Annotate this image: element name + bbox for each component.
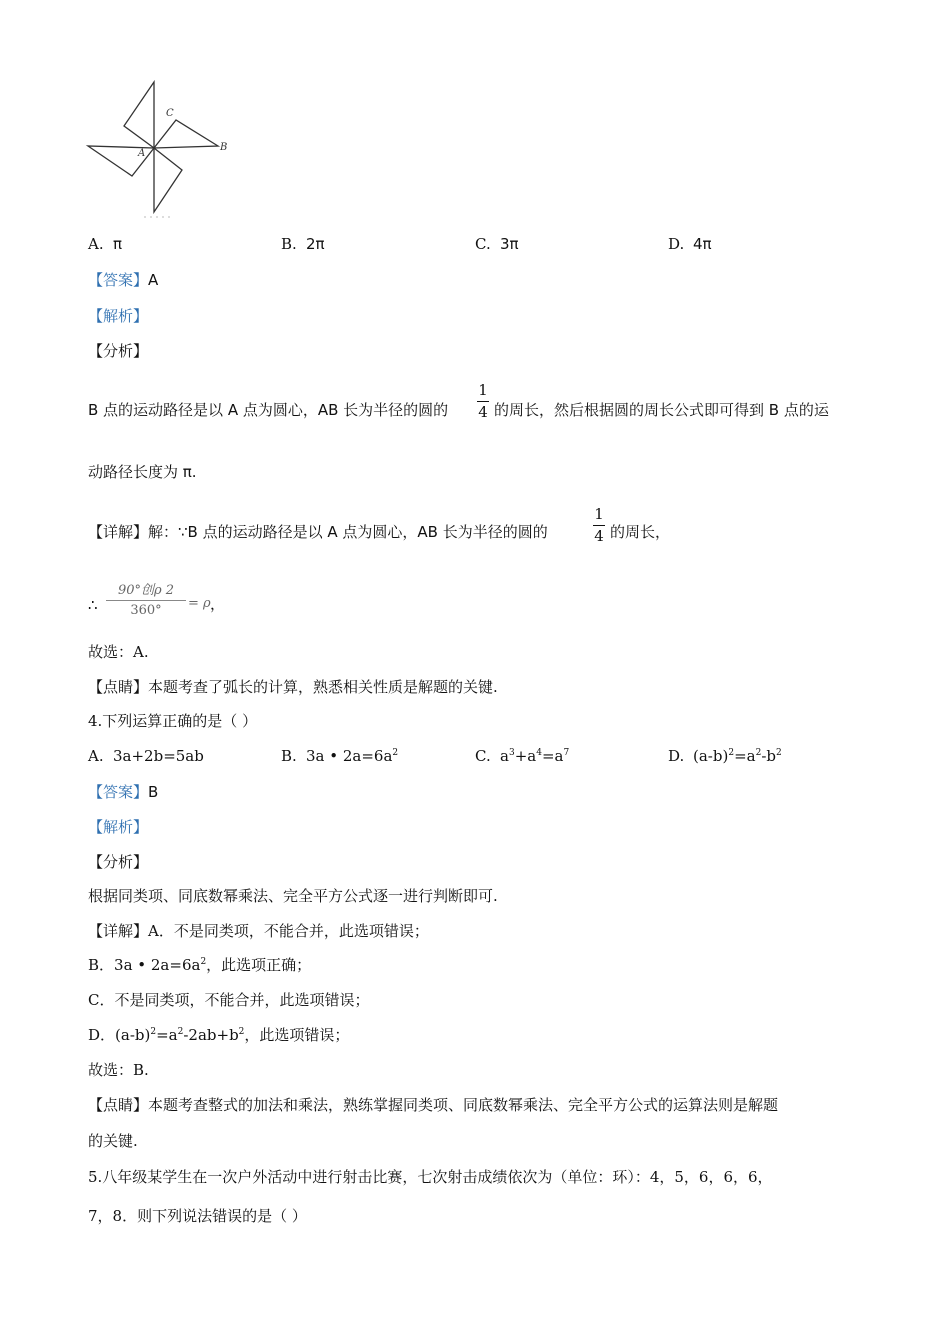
q4-comment-2: 的关键.	[88, 1132, 138, 1150]
q4-detail-d-p3: -2ab+b	[183, 1026, 239, 1044]
q4-answer	[88, 785, 158, 800]
q4-option-c-e2: 4	[536, 748, 542, 758]
therefore-symbol: ∴	[88, 596, 98, 614]
formula-comma: ，	[210, 595, 226, 613]
q4-detail-b	[88, 958, 311, 973]
q4-detail-d-e3: 2	[238, 1027, 245, 1037]
q3-option-d-letter: D.	[668, 235, 685, 253]
pinwheel-figure	[84, 78, 236, 220]
q3-option-b: 2π	[306, 235, 325, 253]
answer-tag: 【答案】	[88, 271, 149, 289]
q4-option-c-e3: 7	[563, 748, 570, 758]
q3-analysis-1b: 的周长，然后根据圆的周长公式即可得到 B 点的运	[494, 401, 829, 419]
q4-detail-c: C．不是同类项，不能合并，此选项错误；	[88, 991, 370, 1009]
q4-option-c-p3: =a	[541, 747, 564, 765]
q3-answer	[88, 273, 158, 288]
q4-option-a: 3a+2b=5ab	[113, 747, 204, 765]
q4-detail-b-exp: 2	[200, 957, 207, 967]
blade-down	[154, 148, 182, 212]
q3-detail-b: 的周长，	[610, 523, 671, 541]
q3-option-c-letter: C.	[475, 235, 491, 253]
q4-option-d	[693, 749, 782, 764]
formula-denominator: 360°	[130, 603, 162, 618]
q4-option-c-letter: C.	[475, 747, 491, 765]
q3-option-c: 3π	[500, 235, 519, 253]
q3-analysis-1a: B 点的运动路径是以 A 点为圆心，AB 长为半径的圆的	[88, 401, 449, 419]
q4-detail-d	[88, 1028, 349, 1043]
q3-option-b-letter: B.	[281, 235, 297, 253]
q4-detail-d-e2: 2	[177, 1027, 184, 1037]
label-c: C	[166, 108, 174, 119]
fraction-numerator: 1	[478, 381, 488, 399]
q4-option-d-p2: =a	[734, 747, 756, 765]
q4-detail-b-p2: ，此选项正确；	[206, 956, 312, 974]
label-a: A	[138, 148, 146, 159]
q4-choose: 故选：B.	[88, 1061, 149, 1079]
q4-option-c	[500, 749, 569, 764]
q4-fenxi: 【分析】	[88, 853, 149, 871]
answer-value: A	[148, 271, 159, 289]
answer-value: B	[148, 783, 159, 801]
q4-jiexi: 【解析】	[88, 818, 149, 836]
q4-option-d-e2: 2	[755, 748, 762, 758]
q4-detail-b-p1: B．3a • 2a=6a	[88, 956, 201, 974]
q3-option-a-letter: A.	[88, 235, 104, 253]
q4-option-b	[306, 749, 398, 764]
fraction-one-quarter-2	[593, 507, 605, 544]
q4-comment-1: 【点睛】本题考查整式的加法和乘法，熟练掌握同类项、同底数幂乘法、完全平方公式的运算法则是解题	[88, 1096, 779, 1114]
q4-detail-d-e1: 2	[150, 1027, 157, 1037]
q4-detail-a: 【详解】A．不是同类项，不能合并，此选项错误；	[88, 922, 429, 940]
q4-option-b-letter: B.	[281, 747, 297, 765]
label-b: B	[220, 142, 228, 153]
q4-option-d-letter: D.	[668, 747, 685, 765]
fraction-denominator: 4	[478, 403, 488, 421]
q3-option-a: π	[113, 235, 123, 253]
q4-option-d-p1: (a-b)	[693, 747, 729, 765]
q4-option-c-p1: a	[500, 747, 509, 765]
q3-comment: 【点睛】本题考查了弧长的计算，熟悉相关性质是解题的关键.	[88, 678, 498, 696]
q4-option-b-base: 3a • 2a=6a	[306, 747, 393, 765]
q5-stem-1: 5.八年级某学生在一次户外活动中进行射击比赛，七次射击成绩依次为（单位：环）：4，5，6，6，6，	[88, 1168, 773, 1186]
fraction-numerator: 1	[594, 505, 604, 523]
q4-option-d-e3: 2	[775, 748, 782, 758]
q5-stem-2: 7，8．则下列说法错误的是（ ）	[88, 1207, 307, 1225]
q4-analysis: 根据同类项、同底数幂乘法、完全平方公式逐一进行判断即可.	[88, 887, 498, 905]
fraction-one-quarter	[477, 383, 489, 420]
q4-option-b-exp: 2	[392, 748, 399, 758]
q4-option-c-p2: +a	[514, 747, 537, 765]
q4-option-d-e1: 2	[728, 748, 735, 758]
q3-jiexi: 【解析】	[88, 307, 149, 325]
q4-detail-d-p1: D．(a-b)	[88, 1026, 151, 1044]
q3-fenxi: 【分析】	[88, 342, 149, 360]
q4-stem: 4.下列运算正确的是（ ）	[88, 712, 258, 730]
blade-right	[154, 120, 218, 148]
formula-rhs: = ρ	[188, 596, 211, 611]
formula-numerator: 90°创ρ 2	[117, 583, 175, 598]
answer-tag: 【答案】	[88, 783, 149, 801]
q4-option-c-e1: 3	[508, 748, 515, 758]
q3-choose: 故选：A.	[88, 643, 149, 661]
q3-option-d: 4π	[693, 235, 712, 253]
formula-fraction	[106, 584, 186, 617]
q4-option-a-letter: A.	[88, 747, 104, 765]
q4-detail-d-p4: ，此选项错误；	[244, 1026, 350, 1044]
q4-option-d-p3: -b	[761, 747, 776, 765]
q3-analysis-2: 动路径长度为 π.	[88, 463, 197, 481]
q3-detail-a: 【详解】解：∵B 点的运动路径是以 A 点为圆心，AB 长为半径的圆的	[88, 523, 548, 541]
fraction-denominator: 4	[594, 527, 604, 545]
q4-detail-d-p2: =a	[156, 1026, 178, 1044]
blade-up	[124, 82, 154, 148]
